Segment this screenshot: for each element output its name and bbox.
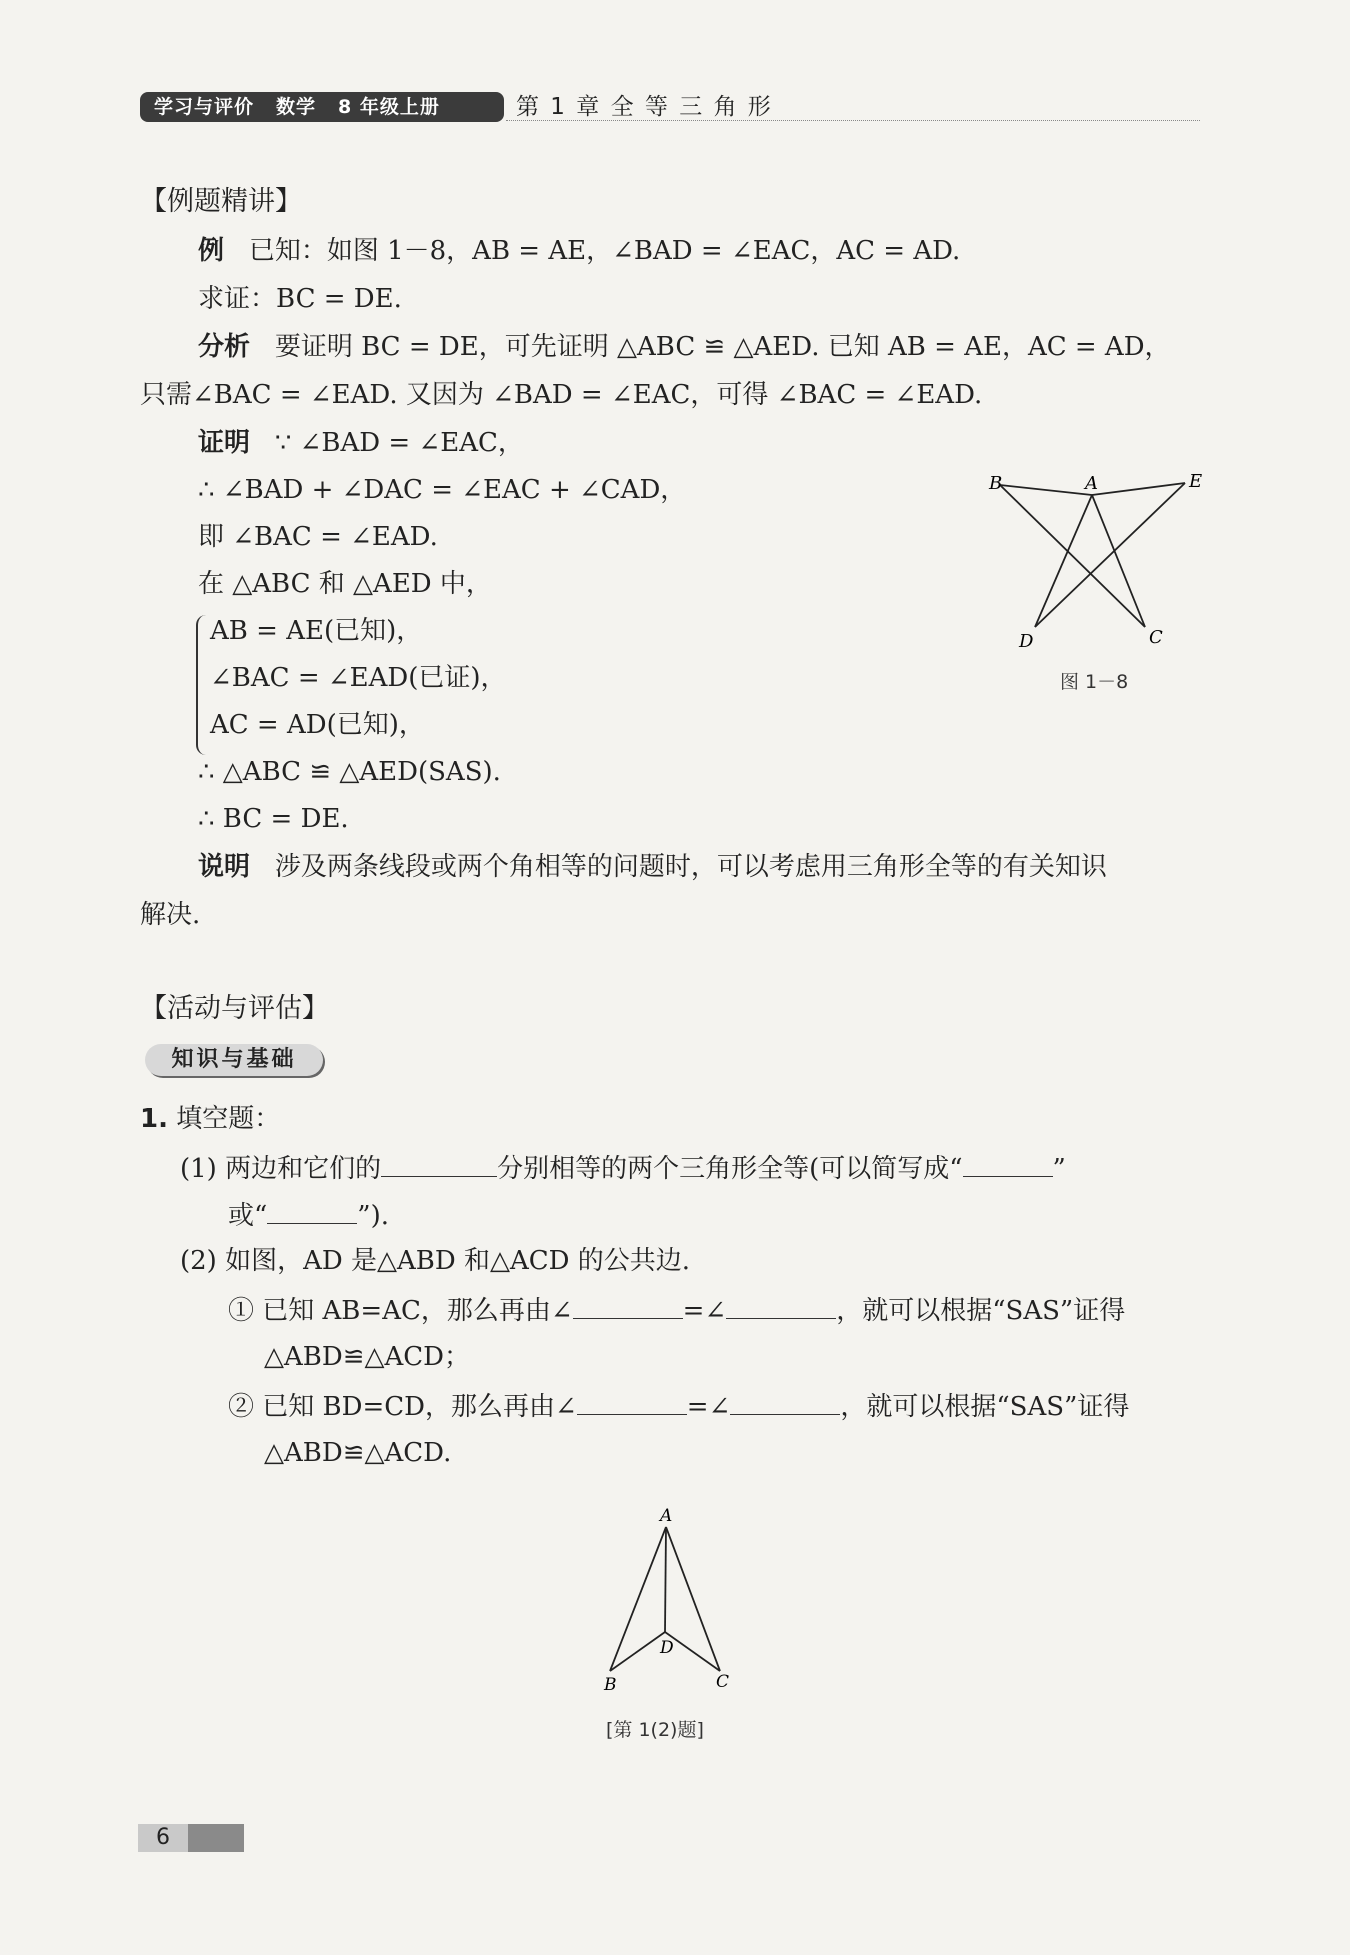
subject-name: 数学: [276, 96, 317, 118]
q1-1-text-c: ”: [1052, 1154, 1066, 1184]
label-D: D: [1019, 631, 1034, 652]
note-line-2: 解决.: [140, 900, 201, 930]
proof-line-3: 即 ∠BAC = ∠EAD.: [198, 522, 438, 552]
q1-2-1-blank-1[interactable]: [573, 1292, 683, 1319]
note-text-1: 涉及两条线段或两个角相等的问题时，可以考虑用三角形全等的有关知识: [274, 852, 1107, 882]
q1-2-2-text-c: ，就可以根据“SAS”证得: [840, 1392, 1130, 1422]
q1-1-line-2: [228, 1197, 389, 1233]
q1-2-2-text-b: =∠: [686, 1392, 731, 1422]
q1-1-blank-2[interactable]: [963, 1150, 1053, 1177]
q1-number: 1.: [140, 1104, 168, 1134]
segment-AC: [1092, 495, 1145, 627]
q1-1-line-1: [180, 1150, 1066, 1186]
analysis-text-1: 要证明 BC = DE，可先证明 △ABC ≌ △AED. 已知 AB = AE，AC = AD，: [274, 332, 1171, 362]
segment-AB: [610, 1527, 666, 1671]
label-B: B: [604, 1675, 617, 1695]
label-B: B: [989, 473, 1003, 494]
proof-label: 证明: [198, 428, 251, 458]
knowledge-badge: 知识与基础: [145, 1044, 323, 1076]
q1-1-text-e: ”).: [357, 1201, 389, 1231]
analysis-line-1: [198, 330, 1171, 364]
note-line-1: [198, 850, 1107, 884]
book-name: 学习与评价: [154, 96, 255, 118]
system-brace: [196, 615, 210, 755]
q1-1-text-b: 分别相等的两个三角形全等(可以简写成“: [497, 1154, 963, 1184]
figure-q1-2-caption: [第 1(2)题]: [606, 1719, 704, 1741]
q1-1-text-a: (1) 两边和它们的: [180, 1154, 382, 1184]
example-prove: 求证：BC = DE.: [198, 284, 402, 314]
page-header: [140, 92, 1200, 122]
example-section-title: 【例题精讲】: [140, 186, 302, 217]
label-C: C: [1149, 627, 1163, 648]
analysis-label: 分析: [198, 332, 251, 362]
figure-q1-2: [590, 1505, 750, 1695]
chapter-title: 第 1 章 全 等 三 角 形: [516, 94, 773, 120]
q1-2-1-line-1: [228, 1292, 1125, 1328]
activity-section-title: 【活动与评估】: [140, 993, 329, 1024]
proof-line-2: ∴ ∠BAD + ∠DAC = ∠EAC + ∠CAD，: [198, 475, 687, 505]
q1-title-text: 填空题：: [176, 1104, 281, 1134]
analysis-line-2: 只需∠BAC = ∠EAD. 又因为 ∠BAD = ∠EAC，可得 ∠BAC = ∠EAD.: [140, 380, 983, 410]
label-D: D: [660, 1638, 674, 1658]
q1-1-text-d: 或“: [228, 1201, 268, 1231]
segment-AD: [665, 1527, 666, 1632]
figure-1-8-caption: 图 1－8: [1060, 671, 1129, 693]
system-line-1: AB = AE(已知)，: [210, 616, 423, 646]
page-number-bar: [188, 1824, 244, 1852]
page-number: 6: [138, 1824, 188, 1852]
segment-AD: [1035, 495, 1092, 627]
q1-2-1-text-a: ① 已知 AB=AC，那么再由∠: [228, 1296, 573, 1326]
book-title-pill: [140, 92, 504, 122]
proof-line-4: 在 △ABC 和 △AED 中，: [198, 569, 492, 599]
header-divider: [506, 120, 1200, 121]
system-line-3: AC = AD(已知)，: [210, 710, 425, 740]
example-given: [198, 234, 960, 268]
example-label: 例: [198, 236, 225, 266]
note-label: 说明: [198, 852, 251, 882]
q1-title: [140, 1102, 280, 1136]
label-A: A: [660, 1506, 673, 1526]
segment-BC: [1000, 485, 1145, 627]
q1-2-1-blank-2[interactable]: [726, 1292, 836, 1319]
segment-ED: [1035, 483, 1185, 627]
q1-2-1-text-c: ，就可以根据“SAS”证得: [836, 1296, 1126, 1326]
conclusion-line-2: ∴ BC = DE.: [198, 804, 349, 834]
segment-AC: [666, 1527, 720, 1671]
label-A: A: [1085, 473, 1098, 494]
segment-BA: [1000, 485, 1092, 495]
q1-2-1-line-2: △ABD≌△ACD；: [264, 1342, 471, 1372]
segment-AE: [1092, 483, 1185, 495]
q1-2-2-blank-1[interactable]: [577, 1388, 687, 1415]
proof-text-1: ∵ ∠BAD = ∠EAC，: [274, 428, 524, 458]
system-line-2: ∠BAC = ∠EAD(已证)，: [210, 663, 507, 693]
example-given-text: 已知：如图 1－8，AB = AE，∠BAD = ∠EAC，AC = AD.: [248, 236, 961, 266]
q1-2-intro: (2) 如图，AD 是△ABD 和△ACD 的公共边.: [180, 1246, 691, 1276]
q1-2-1-text-b: =∠: [682, 1296, 727, 1326]
label-C: C: [716, 1672, 730, 1692]
q1-2-2-blank-2[interactable]: [730, 1388, 840, 1415]
q1-2-2-line-2: △ABD≌△ACD.: [264, 1438, 452, 1468]
grade-name: 8 年级上册: [338, 96, 440, 118]
q1-2-2-line-1: [228, 1388, 1129, 1424]
q1-1-blank-3[interactable]: [267, 1197, 357, 1224]
page-number-block: [138, 1824, 244, 1852]
q1-1-blank-1[interactable]: [381, 1150, 497, 1177]
conclusion-line-1: ∴ △ABC ≌ △AED(SAS).: [198, 757, 501, 787]
q1-2-2-text-a: ② 已知 BD=CD，那么再由∠: [228, 1392, 577, 1422]
proof-line-1: [198, 426, 524, 460]
label-E: E: [1189, 471, 1203, 492]
figure-1-8: [975, 465, 1215, 655]
